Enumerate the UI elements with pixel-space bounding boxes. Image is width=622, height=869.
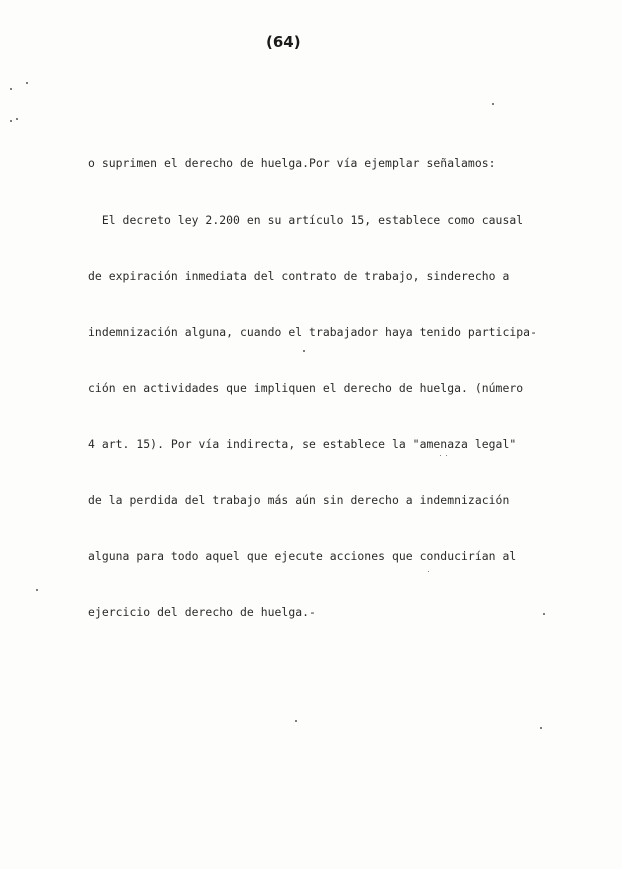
scan-speck bbox=[295, 720, 297, 722]
scan-speck bbox=[440, 455, 441, 456]
text-line: o suprimen el derecho de huelga.Por vía ejemplar señalamos: bbox=[88, 156, 496, 171]
text-line: de la perdida del trabajo más aún sin derecho a indemnización bbox=[88, 492, 510, 507]
scan-speck bbox=[16, 118, 18, 120]
scan-speck bbox=[543, 613, 545, 615]
text-line: El decreto ley 2.200 en su artículo 15, establece como causal bbox=[88, 212, 524, 227]
scan-speck bbox=[303, 350, 305, 352]
text-line: alguna para todo aquel que ejecute acciones que conducirían al bbox=[88, 549, 517, 564]
scan-speck bbox=[10, 88, 12, 90]
text-line: ción en actividades que impliquen el derecho de huelga. (número bbox=[88, 380, 524, 395]
scan-speck bbox=[26, 82, 28, 84]
text-line: 4 art. 15). Por vía indirecta, se establece la "amenaza legal" bbox=[88, 436, 517, 451]
scan-speck bbox=[446, 455, 447, 456]
scan-speck bbox=[10, 120, 12, 122]
text-line: de expiración inmediata del contrato de trabajo, sinderecho a bbox=[88, 268, 510, 283]
text-line: ejercicio del derecho de huelga.- bbox=[88, 605, 316, 620]
text-line: indemnización alguna, cuando el trabajador haya tenido participa- bbox=[88, 324, 538, 339]
page-number: (64) bbox=[266, 33, 301, 51]
body-paragraph bbox=[88, 117, 608, 659]
scan-speck bbox=[36, 589, 38, 591]
scan-speck bbox=[540, 727, 542, 729]
scan-speck bbox=[492, 103, 494, 105]
scan-speck bbox=[428, 571, 429, 572]
